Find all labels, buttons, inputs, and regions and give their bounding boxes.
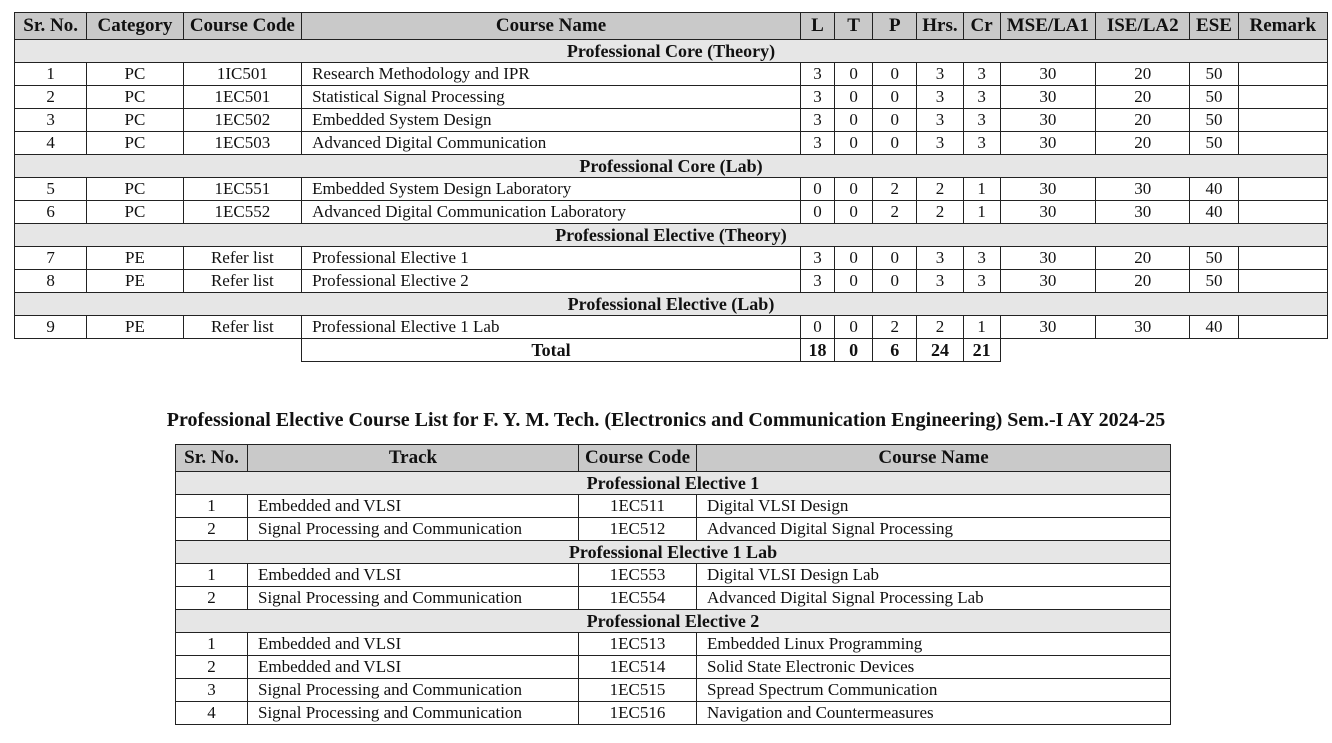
table-cell: Signal Processing and Communication xyxy=(248,679,579,702)
table-cell: 30 xyxy=(1000,247,1095,270)
section-title: Professional Elective (Lab) xyxy=(15,293,1328,316)
table-cell: 1EC552 xyxy=(183,201,301,224)
column-header: P xyxy=(873,13,917,40)
table-cell xyxy=(1238,86,1327,109)
table-row xyxy=(15,201,1328,224)
table-cell: 3 xyxy=(800,270,834,293)
table-cell: 3 xyxy=(800,86,834,109)
table-cell: 0 xyxy=(835,132,873,155)
table-cell: 0 xyxy=(835,109,873,132)
table-cell: 20 xyxy=(1096,86,1190,109)
section-title: Professional Core (Theory) xyxy=(15,40,1328,63)
table-cell: PC xyxy=(87,86,183,109)
table-cell: 3 xyxy=(917,132,963,155)
table-cell: 3 xyxy=(800,63,834,86)
table-cell: 1EC513 xyxy=(579,633,697,656)
table-cell: 2 xyxy=(873,201,917,224)
table-cell xyxy=(1238,270,1327,293)
table-row xyxy=(176,518,1171,541)
table-cell: Embedded and VLSI xyxy=(248,564,579,587)
table-cell: 1EC503 xyxy=(183,132,301,155)
section-title: Professional Elective 1 Lab xyxy=(176,541,1171,564)
table-cell: 30 xyxy=(1000,63,1095,86)
table-cell: 7 xyxy=(15,247,87,270)
table-cell: 2 xyxy=(176,518,248,541)
table-cell: 3 xyxy=(800,132,834,155)
table-cell: 1EC551 xyxy=(183,178,301,201)
section-title: Professional Elective (Theory) xyxy=(15,224,1328,247)
table-cell: 6 xyxy=(15,201,87,224)
table-cell: Advanced Digital Communication xyxy=(302,132,801,155)
table-cell: PC xyxy=(87,178,183,201)
table-cell: 0 xyxy=(835,178,873,201)
section-title: Professional Elective 1 xyxy=(176,472,1171,495)
table-cell: 1EC515 xyxy=(579,679,697,702)
table-cell: 2 xyxy=(917,316,963,339)
total-label: Total xyxy=(302,339,801,362)
table-cell: 4 xyxy=(15,132,87,155)
table-cell: 40 xyxy=(1190,316,1238,339)
section-header-row xyxy=(15,224,1328,247)
table-cell: 50 xyxy=(1190,270,1238,293)
section-header-row xyxy=(15,155,1328,178)
table-cell: 1 xyxy=(963,178,1000,201)
table-cell: Professional Elective 1 xyxy=(302,247,801,270)
table-cell: 0 xyxy=(835,63,873,86)
table-cell: 0 xyxy=(873,247,917,270)
column-header: Course Code xyxy=(579,445,697,472)
table-cell: 1IC501 xyxy=(183,63,301,86)
column-header: ISE/LA2 xyxy=(1096,13,1190,40)
table-cell: 20 xyxy=(1096,109,1190,132)
table-cell xyxy=(1238,178,1327,201)
table-cell: 0 xyxy=(835,270,873,293)
table-cell: 20 xyxy=(1096,132,1190,155)
column-header: Hrs. xyxy=(917,13,963,40)
section-header-row xyxy=(176,610,1171,633)
table-cell: 2 xyxy=(873,178,917,201)
table-cell: Signal Processing and Communication xyxy=(248,702,579,725)
table-cell: PC xyxy=(87,63,183,86)
table-cell xyxy=(1238,201,1327,224)
table-cell: Professional Elective 2 xyxy=(302,270,801,293)
total-value: 24 xyxy=(917,339,963,362)
table-cell: 20 xyxy=(1096,247,1190,270)
table-cell: Embedded and VLSI xyxy=(248,495,579,518)
column-header: L xyxy=(800,13,834,40)
column-header: Course Name xyxy=(302,13,801,40)
table-cell: PC xyxy=(87,109,183,132)
table-cell: Embedded System Design xyxy=(302,109,801,132)
table-cell: 0 xyxy=(873,86,917,109)
table-row xyxy=(15,63,1328,86)
total-value: 6 xyxy=(873,339,917,362)
table-cell: Embedded and VLSI xyxy=(248,633,579,656)
table-cell: 2 xyxy=(15,86,87,109)
table-cell: Refer list xyxy=(183,316,301,339)
table-cell: 3 xyxy=(917,270,963,293)
table-cell: 3 xyxy=(917,247,963,270)
section-header-row xyxy=(176,541,1171,564)
total-spacer xyxy=(1000,339,1327,362)
table-cell: 4 xyxy=(176,702,248,725)
table-cell: 2 xyxy=(917,178,963,201)
section-title: Professional Elective 2 xyxy=(176,610,1171,633)
table-row xyxy=(176,702,1171,725)
table-cell: 3 xyxy=(917,86,963,109)
table-cell xyxy=(1238,63,1327,86)
section-header-row xyxy=(15,40,1328,63)
table-cell: 3 xyxy=(917,109,963,132)
table-cell: Statistical Signal Processing xyxy=(302,86,801,109)
table-cell: 50 xyxy=(1190,109,1238,132)
table-cell: 1EC554 xyxy=(579,587,697,610)
total-value: 18 xyxy=(800,339,834,362)
table-cell: 8 xyxy=(15,270,87,293)
column-header: ESE xyxy=(1190,13,1238,40)
table-row xyxy=(176,679,1171,702)
total-value: 21 xyxy=(963,339,1000,362)
table-cell: Signal Processing and Communication xyxy=(248,587,579,610)
table-cell: 20 xyxy=(1096,63,1190,86)
table-cell xyxy=(1238,247,1327,270)
table-cell: 2 xyxy=(176,656,248,679)
table-cell: 1 xyxy=(963,201,1000,224)
table-cell: Embedded and VLSI xyxy=(248,656,579,679)
table-cell: 5 xyxy=(15,178,87,201)
table-cell: 30 xyxy=(1096,178,1190,201)
table-cell: 1 xyxy=(15,63,87,86)
table-cell: Spread Spectrum Communication xyxy=(697,679,1171,702)
table-row xyxy=(176,564,1171,587)
elective-list-title: Professional Elective Course List for F. Y. M. Tech. (Electronics and Communication Engineering) Sem.-I AY 2024-25 xyxy=(166,409,1166,431)
table-cell: 0 xyxy=(873,109,917,132)
column-header: Cr xyxy=(963,13,1000,40)
table-cell xyxy=(1238,109,1327,132)
table-cell: PE xyxy=(87,270,183,293)
section-title: Professional Core (Lab) xyxy=(15,155,1328,178)
table-cell: 1 xyxy=(963,316,1000,339)
table-cell: 3 xyxy=(963,247,1000,270)
table-cell: 9 xyxy=(15,316,87,339)
table-cell: 1EC511 xyxy=(579,495,697,518)
table-cell: Digital VLSI Design Lab xyxy=(697,564,1171,587)
column-header: MSE/LA1 xyxy=(1000,13,1095,40)
table-cell: 1EC514 xyxy=(579,656,697,679)
table-cell: 3 xyxy=(963,63,1000,86)
table-cell: 3 xyxy=(963,86,1000,109)
column-header: Remark xyxy=(1238,13,1327,40)
table-cell: 2 xyxy=(176,587,248,610)
total-spacer xyxy=(15,339,302,362)
table-cell: 0 xyxy=(873,63,917,86)
table-cell: Embedded System Design Laboratory xyxy=(302,178,801,201)
table-cell: Research Methodology and IPR xyxy=(302,63,801,86)
table-row xyxy=(15,86,1328,109)
total-value: 0 xyxy=(835,339,873,362)
table-row xyxy=(176,587,1171,610)
table-cell: 50 xyxy=(1190,132,1238,155)
table-row xyxy=(15,132,1328,155)
table-cell: 1EC502 xyxy=(183,109,301,132)
table-cell: 0 xyxy=(800,201,834,224)
table-cell: 3 xyxy=(800,109,834,132)
table-cell: 30 xyxy=(1000,316,1095,339)
column-header: Category xyxy=(87,13,183,40)
table-cell: 3 xyxy=(176,679,248,702)
table-cell: 3 xyxy=(963,132,1000,155)
header-row xyxy=(15,13,1328,40)
table-cell: Refer list xyxy=(183,270,301,293)
table-cell: Signal Processing and Communication xyxy=(248,518,579,541)
table-row xyxy=(15,270,1328,293)
table-cell: 2 xyxy=(917,201,963,224)
table-row xyxy=(176,495,1171,518)
table-cell: 30 xyxy=(1000,86,1095,109)
table-cell: 1 xyxy=(176,633,248,656)
table-cell: 40 xyxy=(1190,178,1238,201)
column-header: Sr. No. xyxy=(176,445,248,472)
table-cell: 3 xyxy=(15,109,87,132)
table-cell: 3 xyxy=(963,109,1000,132)
table-cell: Advanced Digital Signal Processing xyxy=(697,518,1171,541)
table-cell: PC xyxy=(87,132,183,155)
column-header: Course Code xyxy=(183,13,301,40)
section-header-row xyxy=(15,293,1328,316)
table-cell xyxy=(1238,132,1327,155)
table-cell: 30 xyxy=(1000,270,1095,293)
table-cell: Embedded Linux Programming xyxy=(697,633,1171,656)
table-cell: 1EC501 xyxy=(183,86,301,109)
table-cell: 30 xyxy=(1000,132,1095,155)
table-cell: PE xyxy=(87,316,183,339)
table-cell: Digital VLSI Design xyxy=(697,495,1171,518)
table-cell: 0 xyxy=(873,270,917,293)
table-row xyxy=(15,109,1328,132)
table-cell: Refer list xyxy=(183,247,301,270)
table-cell: 30 xyxy=(1096,316,1190,339)
table-cell: PC xyxy=(87,201,183,224)
table-row xyxy=(15,247,1328,270)
course-structure-table xyxy=(14,12,1328,362)
elective-list-table xyxy=(175,444,1171,725)
table-cell: Solid State Electronic Devices xyxy=(697,656,1171,679)
table-cell: 3 xyxy=(963,270,1000,293)
table-cell: 0 xyxy=(800,178,834,201)
column-header: T xyxy=(835,13,873,40)
table-cell: 50 xyxy=(1190,247,1238,270)
table-cell: 0 xyxy=(873,132,917,155)
table-row xyxy=(15,178,1328,201)
table-cell: 50 xyxy=(1190,63,1238,86)
table-cell: 3 xyxy=(800,247,834,270)
section-header-row xyxy=(176,472,1171,495)
table-row xyxy=(15,316,1328,339)
table-cell: 1EC516 xyxy=(579,702,697,725)
table-cell: 1EC512 xyxy=(579,518,697,541)
table-cell: 30 xyxy=(1000,201,1095,224)
table-row xyxy=(176,656,1171,679)
table-cell: Navigation and Countermeasures xyxy=(697,702,1171,725)
table-cell: 0 xyxy=(835,247,873,270)
table-row xyxy=(176,633,1171,656)
total-row xyxy=(15,339,1328,362)
table-cell: 3 xyxy=(917,63,963,86)
table-cell: 1 xyxy=(176,564,248,587)
table-cell: 1EC553 xyxy=(579,564,697,587)
table-cell: 30 xyxy=(1000,178,1095,201)
table-cell: 2 xyxy=(873,316,917,339)
table-cell: 0 xyxy=(835,86,873,109)
column-header: Track xyxy=(248,445,579,472)
table-cell: 1 xyxy=(176,495,248,518)
table-cell xyxy=(1238,316,1327,339)
column-header: Course Name xyxy=(697,445,1171,472)
table-cell: 20 xyxy=(1096,270,1190,293)
column-header: Sr. No. xyxy=(15,13,87,40)
table-cell: 30 xyxy=(1096,201,1190,224)
header-row xyxy=(176,445,1171,472)
table-cell: 0 xyxy=(835,316,873,339)
table-cell: Professional Elective 1 Lab xyxy=(302,316,801,339)
table-cell: 0 xyxy=(800,316,834,339)
table-cell: PE xyxy=(87,247,183,270)
table-cell: 0 xyxy=(835,201,873,224)
table-cell: 30 xyxy=(1000,109,1095,132)
table-cell: 40 xyxy=(1190,201,1238,224)
table-cell: Advanced Digital Communication Laboratory xyxy=(302,201,801,224)
table-cell: 50 xyxy=(1190,86,1238,109)
table-cell: Advanced Digital Signal Processing Lab xyxy=(697,587,1171,610)
